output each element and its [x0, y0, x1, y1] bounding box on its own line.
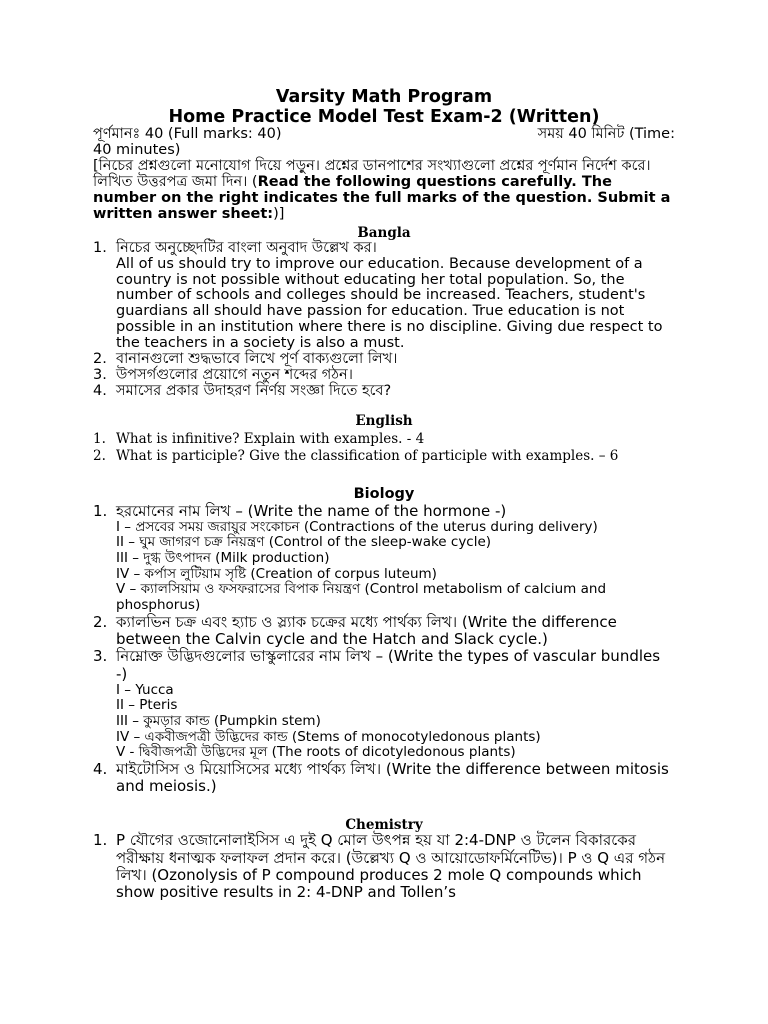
sub-item: III – দুগ্ধ উৎপাদন (Milk production)	[116, 550, 330, 567]
list-item: 3. উপসর্গগুলোর প্রয়োগে নতুন শব্দের গঠন।	[93, 368, 675, 384]
question-text: নিচের অনুচ্ছেদটির বাংলা অনুবাদ উল্লেখ কর।	[116, 239, 377, 256]
question-text: ক্যালভিন চক্র এবং হ্যাচ ও স্ল্যাক চক্রের মধ্যে পার্থক্য লিখ। (Write the difference between the Calvin cycle and the Hatch and Slack cycle.)	[116, 612, 617, 648]
list-item: 1. নিচের অনুচ্ছেদটির বাংলা অনুবাদ উল্লেখ কর। All of us should try to improve our education. Because development of a country is not possible without educating her total population. So, the number of schools and colleges should be increased. Teachers, student's guardians all should have passion for education. True education is not possible in an institution where there is no discipline. Giving due respect to the teachers in a society is also a must.	[93, 241, 675, 353]
time-limit-continued: 40 minutes)	[93, 142, 181, 159]
question-text: What is participle? Give the classification of participle with examples. – 6	[116, 447, 619, 464]
question-text: What is infinitive? Explain with examples. - 4	[116, 430, 425, 447]
sub-item: II – Pteris	[116, 697, 178, 714]
biology-questions	[93, 503, 675, 796]
question-text: উপসর্গগুলোর প্রয়োগে নতুন শব্দের গঠন।	[116, 367, 353, 384]
full-marks: পূর্ণমানঃ 40 (Full marks: 40)	[93, 126, 282, 143]
english-questions	[93, 431, 675, 465]
instructions-english: Read the following questions carefully. The number on the right indicates the full marks of the question. Submit a written answer sheet:	[93, 174, 671, 222]
page-subtitle: Home Practice Model Test Exam-2 (Written)	[168, 106, 600, 127]
list-item: 2. What is participle? Give the classification of participle with examples. – 6	[93, 448, 675, 465]
list-item: 3. নিম্নোক্ত উদ্ভিদগুলোর ভাস্কুলারের নাম লিখ – (Write the types of vascular bundles -) I – Yucca II – Pteris III – কুমড়ার কান্ড (Pumpkin stem) IV – একবীজপত্রী উদ্ভিদের কান্ড (Stems of monocotyledonous plants) V - দ্বিবীজপত্রী উদ্ভিদের মূল (The roots of dicotyledonous plants)	[93, 648, 675, 761]
instructions	[93, 159, 675, 223]
sub-item: V - দ্বিবীজপত্রী উদ্ভিদের মূল (The roots of dicotyledonous plants)	[116, 744, 516, 761]
instructions-end: )]	[273, 205, 285, 222]
meta-row	[93, 127, 675, 143]
list-item: 1. হরমোনের নাম লিখ – (Write the name of the hormone -) I – প্রসবের সময় জরায়ুর সংকোচন (Contractions of the uterus during delivery) II – ঘুম জাগরণ চক্র নিয়ন্ত্রণ (Control of the sleep-wake cycle) III – দুগ্ধ উৎপাদন (Milk production) IV – কর্পাস লুটিয়াম সৃষ্টি (Creation of corpus luteum) V – ক্যালসিয়াম ও ফসফরাসের বিপাক নিয়ন্ত্রণ (Control metabolism of calcium and phosphorus)	[93, 503, 675, 614]
list-item: 1. What is infinitive? Explain with examples. - 4	[93, 431, 675, 448]
instructions-bangla: [নিচের প্রশ্নগুলো মনোযোগ দিয়ে পড়ুন। প্রশ্নের ডানপাশের সংখ্যাগুলো প্রশ্নের পূর্ণমান নির্দেশ করে। লিখিত উত্তরপত্র জমা দিন। (	[93, 158, 651, 190]
question-text: হরমোনের নাম লিখ – (Write the name of the hormone -)	[116, 501, 507, 520]
time-limit: সময় 40 মিনিট (Time:	[537, 126, 675, 143]
section-heading-chemistry: Chemistry	[345, 816, 423, 833]
sub-item: IV – কর্পাস লুটিয়াম সৃষ্টি (Creation of corpus luteum)	[116, 565, 437, 582]
sub-item: V – ক্যালসিয়াম ও ফসফরাসের বিপাক নিয়ন্ত্রণ (Control metabolism of calcium and phosphorus)	[116, 581, 607, 614]
sub-item: I – Yucca	[116, 681, 174, 698]
chemistry-questions	[93, 832, 675, 901]
bangla-questions	[93, 241, 675, 400]
passage-text: All of us should try to improve our education. Because development of a country is not possible without educating her total population. So, the number of schools and colleges should be increased. Teachers, student's guardians all should have passion for education. True education is not possible in an institution where there is no discipline. Giving due respect to the teachers in a society is also a must.	[116, 255, 663, 352]
sub-item: II – ঘুম জাগরণ চক্র নিয়ন্ত্রণ (Control of the sleep-wake cycle)	[116, 534, 492, 551]
question-text: সমাসের প্রকার উদাহরণ নির্ণয় সংজ্ঞা দিতে হবে?	[116, 383, 392, 400]
section-heading-bangla: Bangla	[357, 224, 411, 241]
sub-item: III – কুমড়ার কান্ড (Pumpkin stem)	[116, 713, 321, 730]
section-heading-biology: Biology	[353, 485, 415, 502]
section-heading-english: English	[355, 413, 413, 430]
page-title: Varsity Math Program	[275, 87, 493, 107]
list-item: 4. মাইটোসিস ও মিয়োসিসের মধ্যে পার্থক্য লিখ। (Write the difference between mitosis and meiosis.)	[93, 761, 675, 796]
question-text: নিম্নোক্ত উদ্ভিদগুলোর ভাস্কুলারের নাম লিখ – (Write the types of vascular bundles -)	[116, 647, 661, 683]
sub-item: I – প্রসবের সময় জরায়ুর সংকোচন (Contractions of the uterus during delivery)	[116, 518, 598, 535]
list-item: 2. বানানগুলো শুদ্ধভাবে লিখে পূর্ণ বাক্যগুলো লিখ।	[93, 352, 675, 368]
question-text: P যৌগের ওজোনোলাইসিস এ দুই Q মোল উৎপন্ন হয় যা 2:4-DNP ও টলেন বিকারকের পরীক্ষায় ধনাত্মক ফলাফল প্রদান করে। (উল্লেখ্য Q ও আয়োডোফর্মিনেটিভ)। P ও Q এর গঠন লিখ। (Ozonolysis of P compound produces 2 mole Q compounds which show positive results in 2: 4-DNP and Tollen’s	[116, 831, 666, 902]
list-item: 4. সমাসের প্রকার উদাহরণ নির্ণয় সংজ্ঞা দিতে হবে?	[93, 384, 675, 400]
list-item: 1. P যৌগের ওজোনোলাইসিস এ দুই Q মোল উৎপন্ন হয় যা 2:4-DNP ও টলেন বিকারকের পরীক্ষায় ধনাত্মক ফলাফল প্রদান করে। (উল্লেখ্য Q ও আয়োডোফর্মিনেটিভ)। P ও Q এর গঠন লিখ। (Ozonolysis of P compound produces 2 mole Q compounds which show positive results in 2: 4-DNP and Tollen’s	[93, 832, 675, 901]
list-item: 2. ক্যালভিন চক্র এবং হ্যাচ ও স্ল্যাক চক্রের মধ্যে পার্থক্য লিখ। (Write the difference between the Calvin cycle and the Hatch and Slack cycle.)	[93, 614, 675, 649]
sub-item: IV – একবীজপত্রী উদ্ভিদের কান্ড (Stems of monocotyledonous plants)	[116, 728, 541, 745]
exam-page	[93, 88, 675, 901]
question-text: বানানগুলো শুদ্ধভাবে লিখে পূর্ণ বাক্যগুলো লিখ।	[116, 351, 398, 368]
question-text: মাইটোসিস ও মিয়োসিসের মধ্যে পার্থক্য লিখ। (Write the difference between mitosis and meiosis.)	[116, 760, 669, 796]
